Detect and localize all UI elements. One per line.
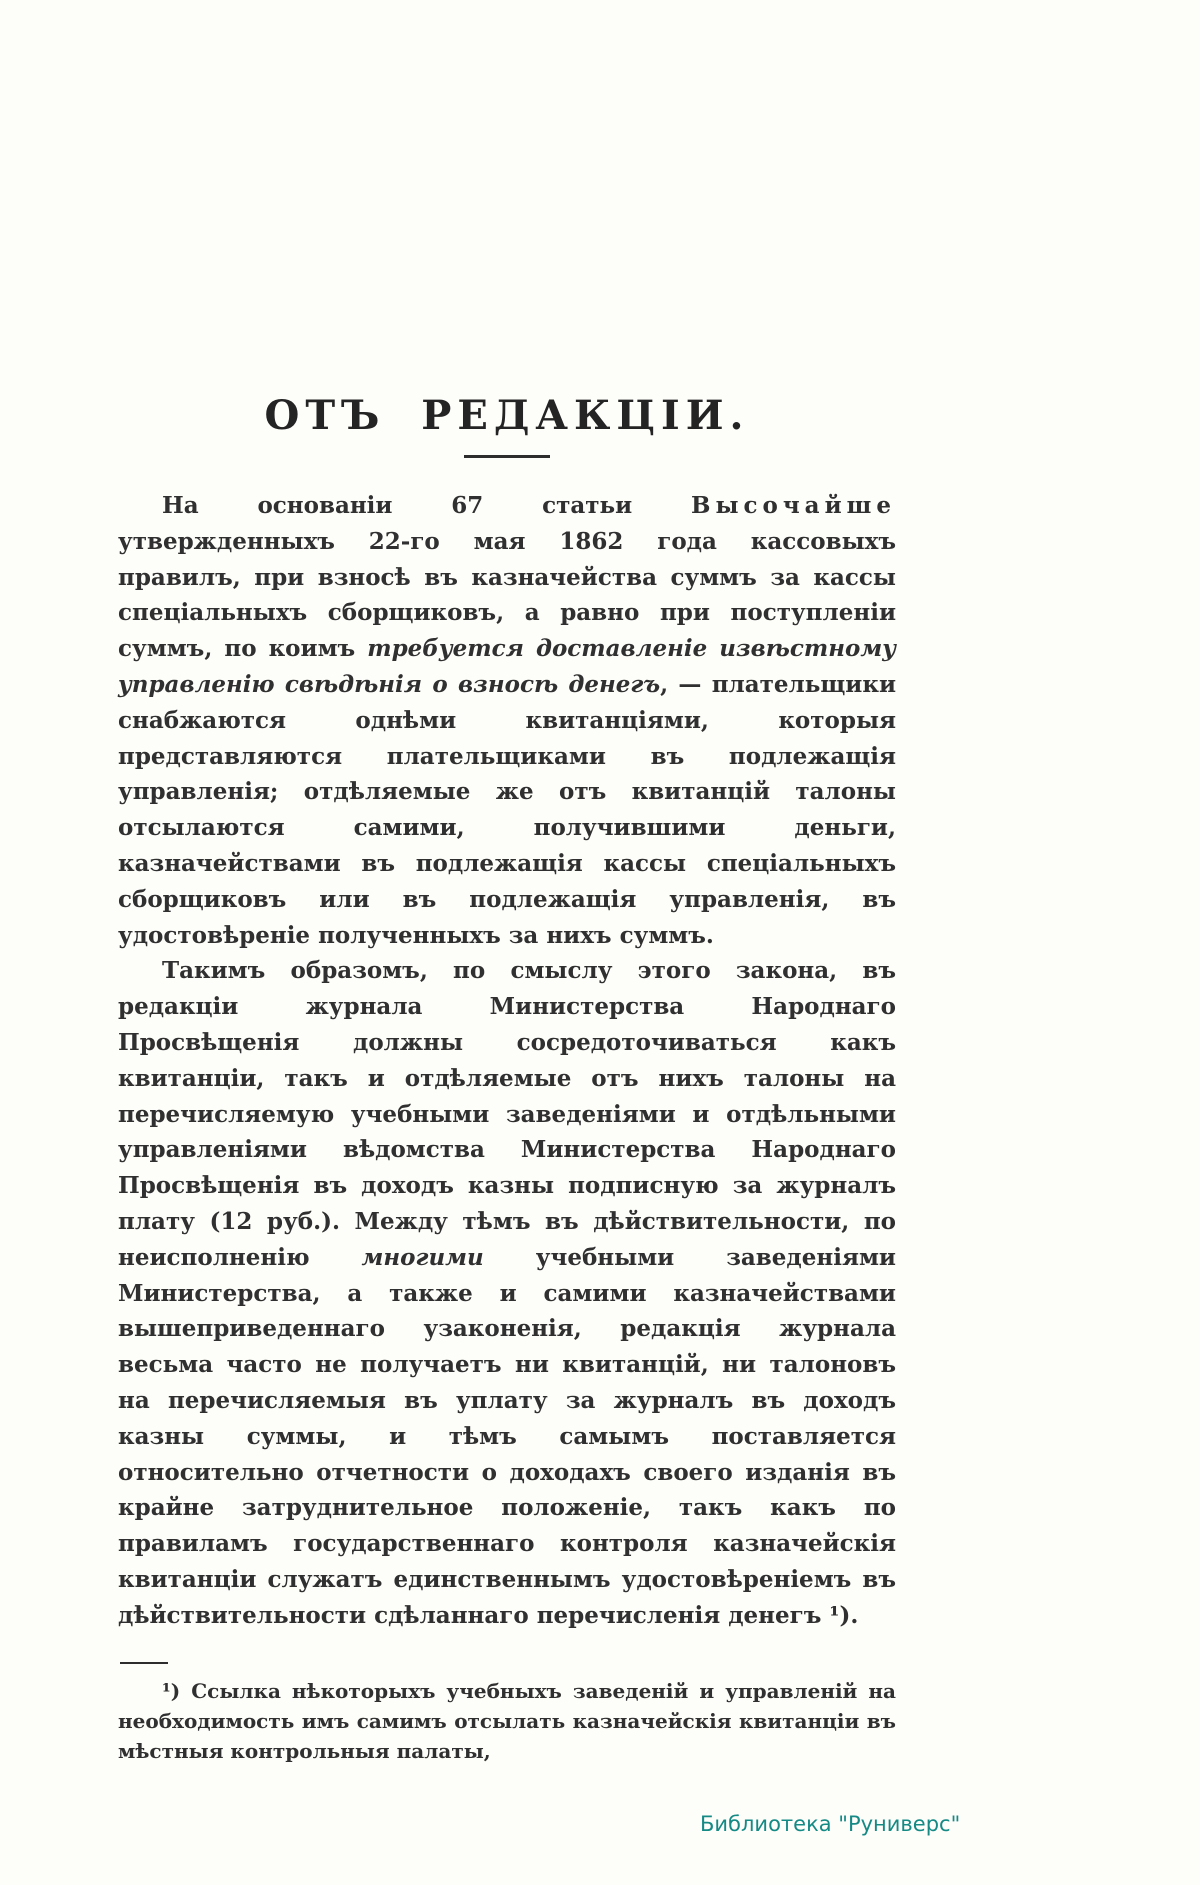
text-run-spaced: Высочайше: [691, 492, 896, 519]
footnote-text: Ссылка нѣкоторыхъ учебныхъ заведеній и управленій на необходимость имъ самимъ отсылать казначейскія квитанціи въ мѣстныя контрольныя палаты,: [118, 1678, 896, 1763]
text-run-italic: многими: [361, 1243, 484, 1271]
text-run-normal: утвержденныхъ 22-го мая 1862 года кассовыхъ правилъ, при взносѣ въ казначейства суммъ за кассы спеціальныхъ сборщиковъ, а равно при поступленіи суммъ, по коимъ: [118, 527, 896, 663]
text-run-normal: Такимъ образомъ, по смыслу этого закона, въ редакціи журнала Министерства Народнаго Просвѣщенія должны сосредоточиваться какъ квитанціи, такъ и отдѣляемые отъ нихъ талоны на перечисляемую учебными заведеніями и отдѣльными управленіями вѣдомства Министерства Народнаго Просвѣщенія въ доходъ казны подписную за журналъ плату (12 руб.). Между тѣмъ въ дѣйствительности, по неисполненію: [118, 957, 896, 1271]
text-run-italic: требуется доставленіе извѣстному управленію свѣдѣнія о взносѣ денегъ: [118, 635, 896, 698]
page-title: ОТЪ РЕДАКЦІИ.: [264, 392, 750, 439]
text-run-normal: , — плательщики снабжаются однѣми квитанціями, которыя представляются плательщиками въ подлежащія управленія; отдѣляемые же отъ квитанцій талоны отсылаются самими, получившими деньги, казначействами въ подлежащія кассы спеціальныхъ сборщиковъ или въ подлежащія управленія, въ удостовѣреніе полученныхъ за нихъ суммъ.: [118, 670, 897, 949]
title-divider: [464, 455, 550, 458]
footnote-divider: [120, 1662, 168, 1664]
text-run-normal: На основаніи 67 статьи: [162, 492, 691, 519]
footnote: [118, 1676, 896, 1766]
paragraph: [118, 488, 896, 953]
footnote-marker: ¹): [162, 1678, 181, 1703]
library-watermark: Библиотека "Руниверс": [700, 1812, 961, 1836]
text-column: [118, 392, 896, 1766]
body-text: [118, 488, 896, 1634]
text-run-normal: учебными заведеніями Министерства, а также и самими казначействами вышеприведеннаго узаконенія, редакція журнала весьма часто не получаетъ ни квитанцій, ни талоновъ на перечисляемыя въ уплату за журналъ въ доходъ казны суммы, и тѣмъ самымъ поставляется относительно отчетности о доходахъ своего изданія въ крайне затруднительное положеніе, такъ какъ по правиламъ государственнаго контроля казначейскія квитанціи служатъ единственнымъ удостовѣреніемъ въ дѣйствительности сдѣланнаго перечисленія денегъ ¹).: [118, 1243, 896, 1629]
paragraph: [118, 953, 896, 1633]
